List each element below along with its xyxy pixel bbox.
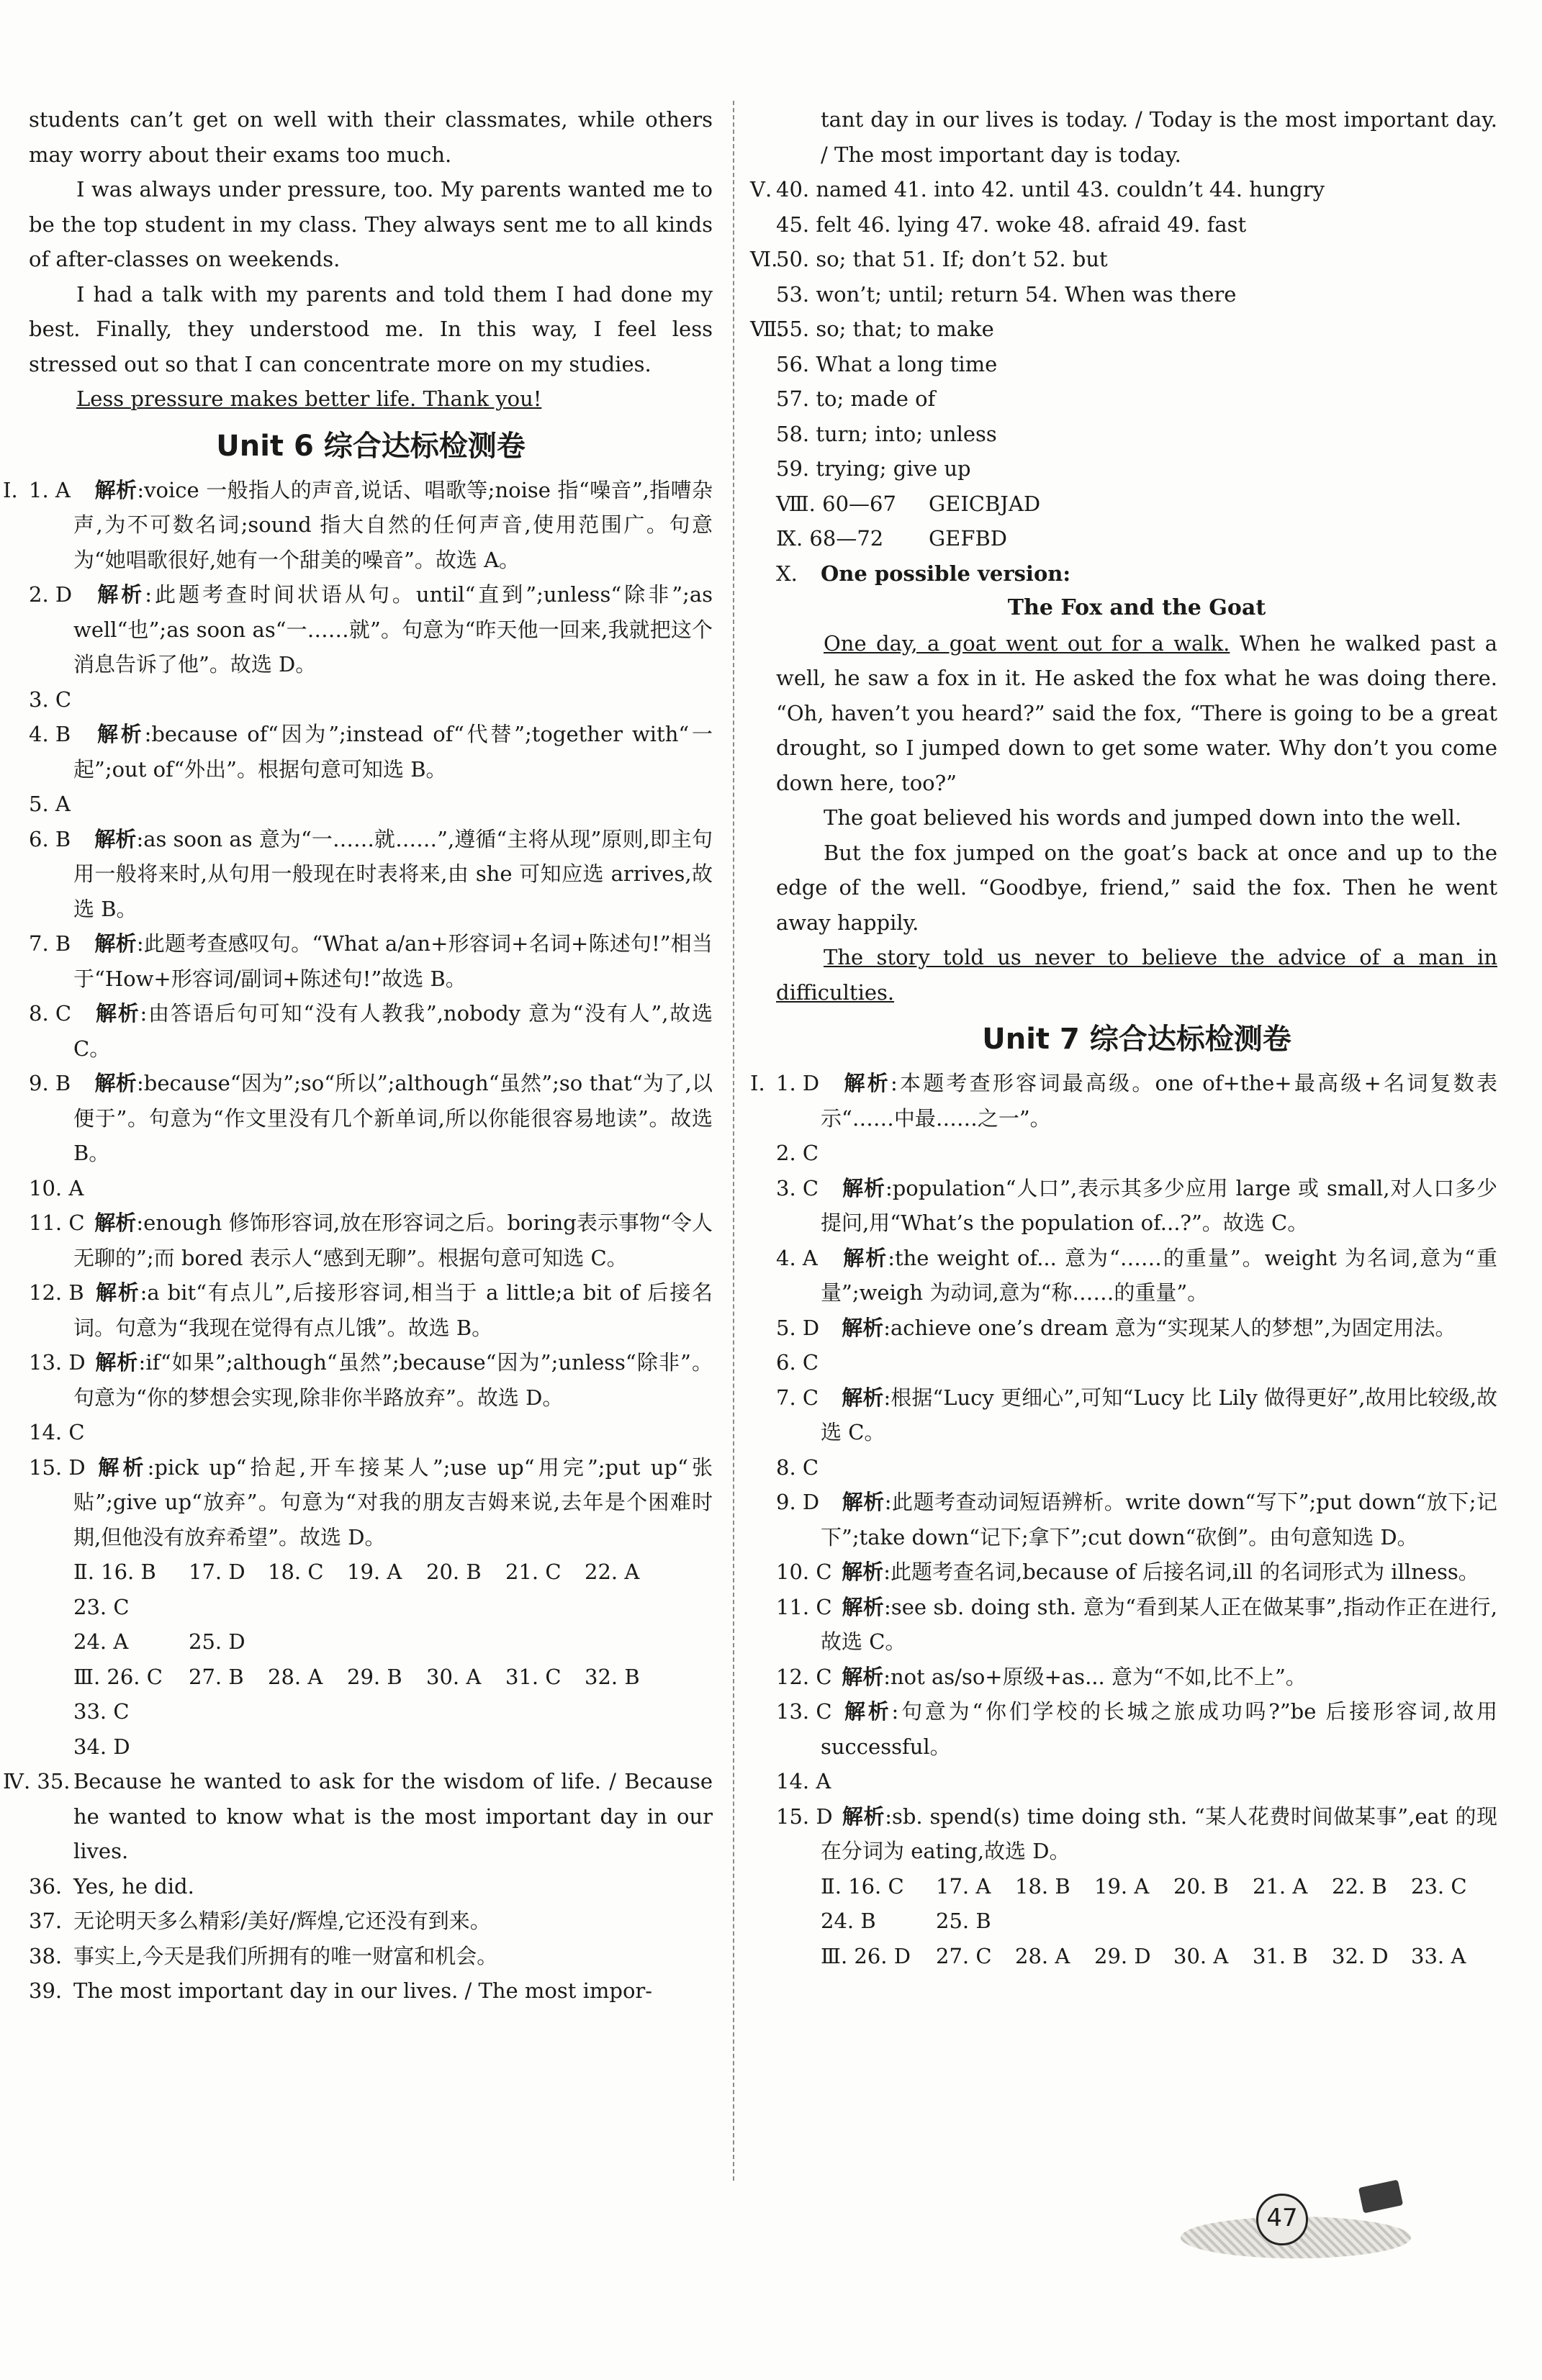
- answer-cell: 29. D: [1094, 1943, 1151, 1968]
- answer-body: [73, 1415, 713, 1450]
- left-column: [3, 102, 713, 2009]
- analysis-label: 解析: [97, 722, 145, 746]
- answer-body: [73, 787, 713, 822]
- answer-cell: Ⅱ. 16. C: [821, 1873, 904, 1899]
- answer-cell: 20. B: [426, 1560, 482, 1584]
- unit6-sec4-list: [3, 1764, 713, 2009]
- analysis-label: 解析: [94, 931, 137, 956]
- answer-number: 15. D: [29, 1454, 86, 1480]
- analysis-text: :achieve one’s dream 意为“实现某人的梦想”,为固定用法。: [883, 1315, 1456, 1340]
- answer-number: 11. C: [776, 1594, 832, 1619]
- answer-number: 36.: [29, 1873, 63, 1899]
- analysis-text: :pick up“拾起,开车接某人”;use up“用完”;put up“张贴”;give up“放弃”。句意为“对我的朋友吉姆来说,去年是个困难时期,但他没有放弃希望”。故选 D。: [73, 1454, 713, 1549]
- answer-text: named 41. into 42. until 43. couldn’t 44. hungry: [816, 177, 1325, 202]
- analysis-text: :此题考查名词,because of 后接名词,ill 的名词形式为 illness。: [883, 1560, 1479, 1584]
- unit7-item: [776, 1136, 1497, 1171]
- answer-body: [73, 473, 713, 578]
- answer-number: 1. A: [29, 477, 71, 502]
- unit6-title: Unit 6 综合达标检测卷: [216, 429, 526, 463]
- analysis-text: :此题考查感叹句。“What a/an+形容词+名词+陈述句!”相当于“How+形容词/副词+陈述句!”故选 B。: [73, 931, 713, 991]
- answer-spacer: [835, 1176, 842, 1200]
- unit7-item: [776, 1450, 1497, 1485]
- essay-para-2: I was always under pressure, too. My parents wanted me to be the top student in my class. They always sent me to all kinds of after-classes on weekends.: [29, 177, 713, 271]
- answer-spacer: [835, 1316, 842, 1340]
- unit6-sec2-row2: [29, 1624, 713, 1660]
- answer-number: 2. D: [29, 582, 73, 607]
- answer-body: [821, 1171, 1497, 1241]
- answer-number: 39.: [29, 1978, 63, 2003]
- answer-body: [821, 1380, 1497, 1450]
- unit7-sec2-row2: [776, 1904, 1497, 1939]
- unit6-item: [29, 577, 713, 682]
- answer-number: 3. C: [29, 687, 72, 712]
- unit7-answer-list: [750, 1066, 1498, 1869]
- analysis-text: :the weight of... 意为“……的重量”。weight 为名词,意为“重量”;weigh 为动词,意为“称……的重量”。: [821, 1245, 1497, 1305]
- unit6-item: [29, 822, 713, 927]
- answer-body: [821, 1485, 1497, 1555]
- unit7-title: Unit 7 综合达标检测卷: [982, 1023, 1291, 1056]
- unit7-sec3-row1: [776, 1939, 1497, 1974]
- analysis-label: 解析: [94, 1211, 137, 1235]
- answer-cell: 24. A: [73, 1629, 129, 1654]
- answer-number: 9. D: [776, 1490, 820, 1514]
- answer-body: [821, 1241, 1497, 1311]
- answer-body: [821, 1694, 1497, 1764]
- analysis-label: 解析: [97, 582, 145, 607]
- answer-cell: 18. C: [268, 1560, 324, 1584]
- story-paragraph: [776, 836, 1497, 941]
- answer-row: [776, 381, 1497, 417]
- unit6-sec4-item: [3, 1764, 713, 1869]
- answer-number: 3. C: [776, 1175, 819, 1200]
- unit6-item: [29, 787, 713, 822]
- answer-spacer: [835, 1665, 842, 1689]
- unit7-item: [776, 1660, 1497, 1695]
- answer-cell: 30. A: [1173, 1943, 1229, 1968]
- analysis-label: 解析: [844, 1699, 892, 1724]
- unit6-sec10: [776, 556, 1497, 592]
- answer-number: 7. B: [29, 931, 71, 956]
- answer-spacer: [835, 1560, 842, 1584]
- story-title: The Fox and the Goat: [1007, 595, 1266, 620]
- answer-number: 6. B: [29, 826, 71, 851]
- answer-body: [73, 926, 713, 996]
- answer-text: Because he wanted to ask for the wisdom of life. / Because he wanted to know what is the most important day in our lives.: [73, 1769, 713, 1863]
- unit7-sec2-answers: [821, 1874, 1490, 1899]
- unit6-sec3-answers-cont: [73, 1734, 189, 1759]
- unit6-sec8: [776, 487, 1497, 522]
- answer-number: 14. A: [776, 1769, 831, 1793]
- unit7-item: [776, 1590, 1497, 1660]
- analysis-text: :此题考查动词短语辨析。write down“写下”;put down“放下;记下”;take down“记下;拿下”;cut down“砍倒”。由句意知选 D。: [821, 1490, 1497, 1549]
- answer-body: [73, 996, 713, 1066]
- answer-row: [776, 451, 1497, 487]
- answer-number: 15. D: [776, 1804, 833, 1829]
- analysis-text: :population“人口”,表示其多少应用 large 或 small,对人口多少提问,用“What’s the population of...?”。故选 C。: [821, 1175, 1497, 1235]
- unit6-sec2-row1: [29, 1555, 713, 1624]
- unit6-sec2-answers: [73, 1560, 664, 1619]
- answer-spacer: [835, 1804, 842, 1829]
- analysis-text: :because of“因为”;instead of“代替”;together with“一起”;out of“外出”。根据句意可知选 B。: [73, 722, 713, 782]
- unit6-sec4-cont: tant day in our lives is today. / Today is the most important day. / The most important day is today.: [821, 107, 1497, 167]
- answer-number: 4. A: [776, 1245, 818, 1270]
- answer-row: [750, 312, 1497, 347]
- unit6-item: [29, 1415, 713, 1450]
- answer-body: [73, 682, 713, 718]
- unit7-item: [776, 1241, 1497, 1311]
- answer-blank: [821, 1141, 827, 1165]
- analysis-label: 解析: [842, 1385, 884, 1410]
- unit7-sec3-answers: [821, 1944, 1490, 1968]
- unit6-sec4-item: [29, 1939, 713, 1974]
- unit7-item: [776, 1380, 1497, 1450]
- unit7-item: [750, 1066, 1498, 1136]
- story-body: [776, 626, 1497, 1010]
- unit7-item: [776, 1694, 1497, 1764]
- answer-spacer: [88, 1350, 95, 1375]
- answer-cell: 31. C: [505, 1664, 562, 1689]
- analysis-label: 解析: [843, 1245, 888, 1270]
- answer-body: [821, 1555, 1497, 1590]
- unit7-sec2-answers-cont: [821, 1909, 1015, 1933]
- unit7-item: [776, 1799, 1497, 1869]
- answer-number: 6. C: [776, 1350, 819, 1375]
- section-roman: Ⅵ.: [750, 247, 778, 271]
- answer-number: 8. C: [776, 1454, 819, 1480]
- answer-cell: 21. A: [1253, 1873, 1308, 1899]
- answer-body: [821, 1764, 1497, 1799]
- answer-row: [776, 347, 1497, 382]
- answer-body: [821, 1799, 1497, 1869]
- answer-number: 12. B: [29, 1280, 84, 1305]
- answer-number: 8. C: [29, 1001, 72, 1026]
- answer-blank: [73, 792, 80, 816]
- answer-number: 58.: [776, 421, 816, 446]
- footer-sign-icon: [1358, 2180, 1403, 2214]
- analysis-label: 解析: [94, 1071, 137, 1095]
- answer-body: [73, 1171, 713, 1206]
- answer-number: 5. D: [776, 1315, 820, 1340]
- answer-number: 9. B: [29, 1071, 71, 1095]
- analysis-label: 解析: [842, 1664, 884, 1689]
- answer-number: 1. D: [776, 1071, 820, 1095]
- analysis-text: :由答语后句可知“没有人教我”,nobody 意为“没有人”,故选 C。: [73, 1001, 713, 1061]
- answer-text: trying; give up: [816, 456, 971, 481]
- answer-cell: 33. C: [73, 1699, 130, 1724]
- answer-cell: 32. D: [1332, 1943, 1389, 1968]
- answer-number: 55.: [776, 317, 816, 341]
- sec8-num: Ⅷ. 60—67: [776, 491, 896, 516]
- story-underlined: The story told us never to believe the advice of a man in difficulties.: [776, 945, 1497, 1005]
- sec9-num: Ⅸ. 68—72: [776, 526, 884, 551]
- unit6-item: [29, 1275, 713, 1345]
- answer-body: [73, 1345, 713, 1415]
- unit6-sec4-item: [29, 1973, 713, 2009]
- answer-text: 无论明天多么精彩/美好/辉煌,它还没有到来。: [73, 1909, 491, 1933]
- analysis-text: :if“如果”;although“虽然”;because“因为”;unless“除非”。句意为“你的梦想会实现,除非你半路放弃”。故选 D。: [73, 1350, 713, 1410]
- analysis-label: 解析: [842, 1804, 885, 1829]
- story-text: The goat believed his words and jumped down into the well.: [824, 805, 1462, 830]
- unit6-item: [3, 473, 713, 578]
- analysis-label: 解析: [94, 826, 137, 851]
- answer-text: 事实上,今天是我们所拥有的唯一财富和机会。: [73, 1943, 498, 1968]
- page-number: 47: [1256, 2194, 1308, 2245]
- answer-cell: 22. B: [1332, 1873, 1387, 1899]
- answer-cell: 28. A: [1015, 1943, 1070, 1968]
- answer-spacer: [835, 1071, 844, 1095]
- section-roman: Ⅰ.: [3, 477, 18, 502]
- answer-spacer: [88, 1001, 96, 1026]
- story-paragraph: [776, 626, 1497, 801]
- analysis-text: :句意为“你们学校的长城之旅成功吗?”be 后接形容词,故用 successful。: [821, 1699, 1497, 1759]
- unit6-item: [29, 1171, 713, 1206]
- unit7-item: [776, 1311, 1497, 1346]
- answer-text: The most important day in our lives. / The most impor-: [73, 1978, 653, 2003]
- unit7-item: [776, 1345, 1497, 1380]
- answer-body: [821, 1311, 1497, 1346]
- answer-body: [821, 1345, 1497, 1380]
- answer-cell: 31. B: [1253, 1943, 1308, 1968]
- answer-cell: 21. C: [505, 1560, 562, 1584]
- answer-text: so; that 51. If; don’t 52. but: [816, 247, 1108, 271]
- right-column: [750, 102, 1498, 1973]
- answer-body: [73, 1205, 713, 1275]
- answer-cell: 23. C: [1411, 1873, 1467, 1899]
- answer-cell: 32. B: [585, 1664, 640, 1689]
- answer-spacer: [88, 478, 95, 502]
- answer-spacer: [835, 1699, 844, 1724]
- answer-number: 59.: [776, 456, 816, 481]
- answer-row: [776, 207, 1497, 243]
- unit6-item: [29, 1205, 713, 1275]
- answer-cell: 25. D: [189, 1629, 245, 1654]
- unit6-sec3-answers: [73, 1665, 664, 1724]
- answer-spacer: [835, 1385, 842, 1410]
- answer-row: [776, 277, 1497, 312]
- answer-cell: 27. B: [189, 1664, 244, 1689]
- essay-para-1: students can’t get on well with their classmates, while others may worry about their exams too much.: [29, 107, 713, 167]
- column-divider: [733, 101, 734, 2181]
- answer-blank: [821, 1350, 827, 1375]
- section-roman: Ⅰ.: [750, 1071, 765, 1095]
- analysis-text: :根据“Lucy 更细心”,可知“Lucy 比 Lily 做得更好”,故用比较级,故选 C。: [821, 1385, 1497, 1444]
- analysis-label: 解析: [94, 477, 137, 502]
- answer-cell: 34. D: [73, 1734, 130, 1759]
- answer-cell: 28. A: [268, 1664, 323, 1689]
- analysis-text: :此题考查时间状语从句。until“直到”;unless“除非”;as well“也”;as soon as“一……就”。句意为“昨天他一回来,我就把这个消息告诉了他”。故选 D。: [73, 582, 713, 677]
- answer-row: [750, 172, 1497, 207]
- answer-body: [821, 1136, 1497, 1171]
- analysis-label: 解析: [96, 1280, 140, 1305]
- unit6-sec4-item: [29, 1869, 713, 1904]
- answer-spacer: [88, 582, 97, 607]
- story-text: When he walked past a well, he saw a fox in it. He asked the fox what he was doing there. “Oh, haven’t you heard?” said the fox, “There is going to be a great drought, so I jumped down to get some water. Why don’t you come down here, too?”: [776, 630, 1497, 795]
- unit6-answer-list: [3, 473, 713, 1555]
- answer-cell: 24. B: [821, 1909, 876, 1933]
- analysis-label: 解析: [842, 1175, 885, 1200]
- answer-cell: 33. A: [1411, 1943, 1466, 1968]
- unit6-item: [29, 682, 713, 718]
- answer-body: [821, 1590, 1497, 1660]
- answer-text: 53. won’t; until; return 54. When was there: [776, 281, 1237, 307]
- unit6-item: [29, 717, 713, 787]
- unit7-item: [776, 1764, 1497, 1799]
- unit6-item: [29, 1450, 713, 1555]
- sec10-label: One possible version:: [821, 561, 1071, 586]
- analysis-text: :as soon as 意为“一……就……”,遵循“主将从现”原则,即主句用一般将来时,从句用一般现在时表将来,由 she 可知应选 arrives,故选 B。: [73, 826, 713, 921]
- analysis-text: :because“因为”;so“所以”;although“虽然”;so that“为了,以便于”。句意为“作文里没有几个新单词,所以你能很容易地读”。故选 B。: [73, 1071, 713, 1165]
- answer-number: 56.: [776, 351, 816, 376]
- analysis-label: 解析: [842, 1560, 884, 1584]
- answer-cell: 18. B: [1015, 1873, 1070, 1899]
- analysis-text: :not as/so+原级+as... 意为“不如,比不上”。: [883, 1664, 1307, 1689]
- answer-number: 5. A: [29, 792, 71, 816]
- answer-body: [821, 1066, 1497, 1136]
- essay-para-3: I had a talk with my parents and told them I had done my best. Finally, they understood me. In this way, I feel less stressed out so that I can concentrate more on my studies.: [29, 281, 713, 376]
- answer-body: [73, 1066, 713, 1171]
- analysis-text: :本题考查形容词最高级。one of+the+最高级+名词复数表示“……中最……之一”。: [821, 1071, 1498, 1131]
- answer-number: 38.: [29, 1943, 63, 1968]
- answer-number: 40.: [776, 177, 816, 202]
- answer-cell: 20. B: [1173, 1873, 1229, 1899]
- analysis-label: 解析: [842, 1594, 885, 1619]
- answer-cell: Ⅲ. 26. D: [821, 1943, 911, 1968]
- answer-cell: 27. C: [936, 1943, 992, 1968]
- unit7-item: [776, 1171, 1497, 1241]
- answer-text: Yes, he did.: [73, 1873, 194, 1899]
- unit6-sec4-item: [29, 1904, 713, 1939]
- sec10-num: Ⅹ.: [776, 561, 798, 586]
- story-paragraph: [776, 800, 1497, 836]
- unit6-item: [29, 1066, 713, 1171]
- unit6-sec2-answers-cont: [73, 1629, 268, 1654]
- answer-blank: [73, 687, 80, 712]
- answer-cell: 22. A: [585, 1560, 640, 1584]
- answer-number: 7. C: [776, 1385, 819, 1410]
- answer-number: 57.: [776, 386, 816, 411]
- unit6-item: [29, 926, 713, 996]
- section-roman: Ⅶ.: [750, 317, 784, 341]
- answer-spacer: [835, 1490, 842, 1514]
- answer-cell: 17. D: [189, 1560, 245, 1584]
- analysis-text: :a bit“有点儿”,后接形容词,相当于 a little;a bit of 后接名词。句意为“我现在觉得有点儿饿”。故选 B。: [73, 1280, 713, 1340]
- unit6-item: [29, 1345, 713, 1415]
- unit7-item: [776, 1555, 1497, 1590]
- answer-number: 13. D: [29, 1350, 86, 1375]
- unit7-item: [776, 1485, 1497, 1555]
- answer-number: 11. C: [29, 1211, 85, 1235]
- sec8-answers: GEICBJAD: [929, 491, 1041, 516]
- answer-spacer: [88, 827, 94, 851]
- answer-number: 50.: [776, 247, 816, 271]
- answer-cell: 30. A: [426, 1664, 482, 1689]
- analysis-label: 解析: [98, 1454, 148, 1480]
- analysis-text: :enough 修饰形容词,放在形容词之后。boring表示事物“令人无聊的”;而 bored 表示人“感到无聊”。根据句意可知选 C。: [73, 1211, 713, 1270]
- answer-body: [73, 822, 713, 927]
- answer-cell: 23. C: [73, 1594, 130, 1619]
- unit6-sec3-row1: [29, 1660, 713, 1729]
- answer-cell: Ⅱ. 16. B: [73, 1560, 156, 1584]
- answer-number: 12. C: [776, 1664, 832, 1689]
- answer-cell: Ⅲ. 26. C: [73, 1664, 163, 1689]
- answer-number: 37.: [29, 1909, 63, 1933]
- answer-spacer: [88, 722, 97, 746]
- analysis-text: :see sb. doing sth. 意为“看到某人正在做某事”,指动作正在进行,故选 C。: [821, 1594, 1498, 1654]
- answer-spacer: [88, 1280, 96, 1305]
- unit7-sec2-row1: [776, 1869, 1497, 1904]
- analysis-label: 解析: [96, 1001, 140, 1026]
- essay-closing-line: [29, 381, 713, 417]
- analysis-text: :sb. spend(s) time doing sth. “某人花费时间做某事”,eat 的现在分词为 eating,故选 D。: [821, 1804, 1497, 1863]
- analysis-label: 解析: [95, 1350, 139, 1375]
- answer-spacer: [835, 1595, 842, 1619]
- answer-text: What a long time: [816, 351, 998, 376]
- section-roman: Ⅴ.: [750, 177, 772, 202]
- answer-cell: 25. B: [936, 1909, 991, 1933]
- answer-number: 14. C: [29, 1420, 85, 1444]
- analysis-text: :voice 一般指人的声音,说话、唱歌等;noise 指“噪音”,指嘈杂声,为不可数名词;sound 指大自然的任何声音,使用范围广。句意为“她唱歌很好,她有一个甜美的噪音”。故选 A。: [73, 477, 713, 572]
- answer-body: [73, 1275, 713, 1345]
- answer-spacer: [88, 931, 94, 956]
- answer-number: Ⅳ. 35.: [3, 1769, 71, 1793]
- answer-row: [776, 417, 1497, 452]
- story-underlined: One day, a goat went out for a walk.: [824, 630, 1230, 656]
- answer-number: 13. C: [776, 1699, 832, 1724]
- essay-closing: Less pressure makes better life. Thank you!: [76, 386, 542, 411]
- answer-cell: 19. A: [1094, 1873, 1150, 1899]
- answer-body: [821, 1660, 1497, 1695]
- story-text: But the fox jumped on the goat’s back at once and up to the edge of the well. “Goodbye, friend,” said the fox. Then he went away happily.: [776, 840, 1497, 935]
- answer-text: so; that; to make: [816, 317, 994, 341]
- answer-text: 45. felt 46. lying 47. woke 48. afraid 49. fast: [776, 212, 1247, 237]
- analysis-label: 解析: [844, 1071, 891, 1095]
- answer-body: [73, 577, 713, 682]
- story-paragraph: [776, 940, 1497, 1010]
- answer-number: 4. B: [29, 722, 71, 746]
- answer-cell: 29. B: [347, 1664, 402, 1689]
- answer-spacer: [88, 1455, 98, 1480]
- sec9-answers: GEFBD: [929, 526, 1008, 551]
- answer-text: to; made of: [816, 386, 936, 411]
- answer-number: 10. A: [29, 1175, 84, 1200]
- analysis-label: 解析: [842, 1315, 884, 1340]
- answer-body: [73, 1450, 713, 1555]
- unit6-sec5-7-list: [750, 172, 1497, 487]
- answer-body: [73, 717, 713, 787]
- answer-cell: 17. A: [936, 1873, 991, 1899]
- answer-body: [821, 1450, 1497, 1485]
- answer-spacer: [835, 1246, 843, 1270]
- unit6-item: [29, 996, 713, 1066]
- unit6-sec9: [776, 521, 1497, 556]
- answer-number: 2. C: [776, 1141, 819, 1165]
- answer-spacer: [88, 1211, 94, 1235]
- answer-number: 10. C: [776, 1560, 832, 1584]
- answer-cell: 19. A: [347, 1560, 402, 1584]
- analysis-label: 解析: [842, 1490, 885, 1514]
- answer-row: [750, 242, 1497, 277]
- answer-text: turn; into; unless: [816, 421, 997, 446]
- unit6-sec3-row2: [29, 1729, 713, 1765]
- answer-blank: [821, 1455, 827, 1480]
